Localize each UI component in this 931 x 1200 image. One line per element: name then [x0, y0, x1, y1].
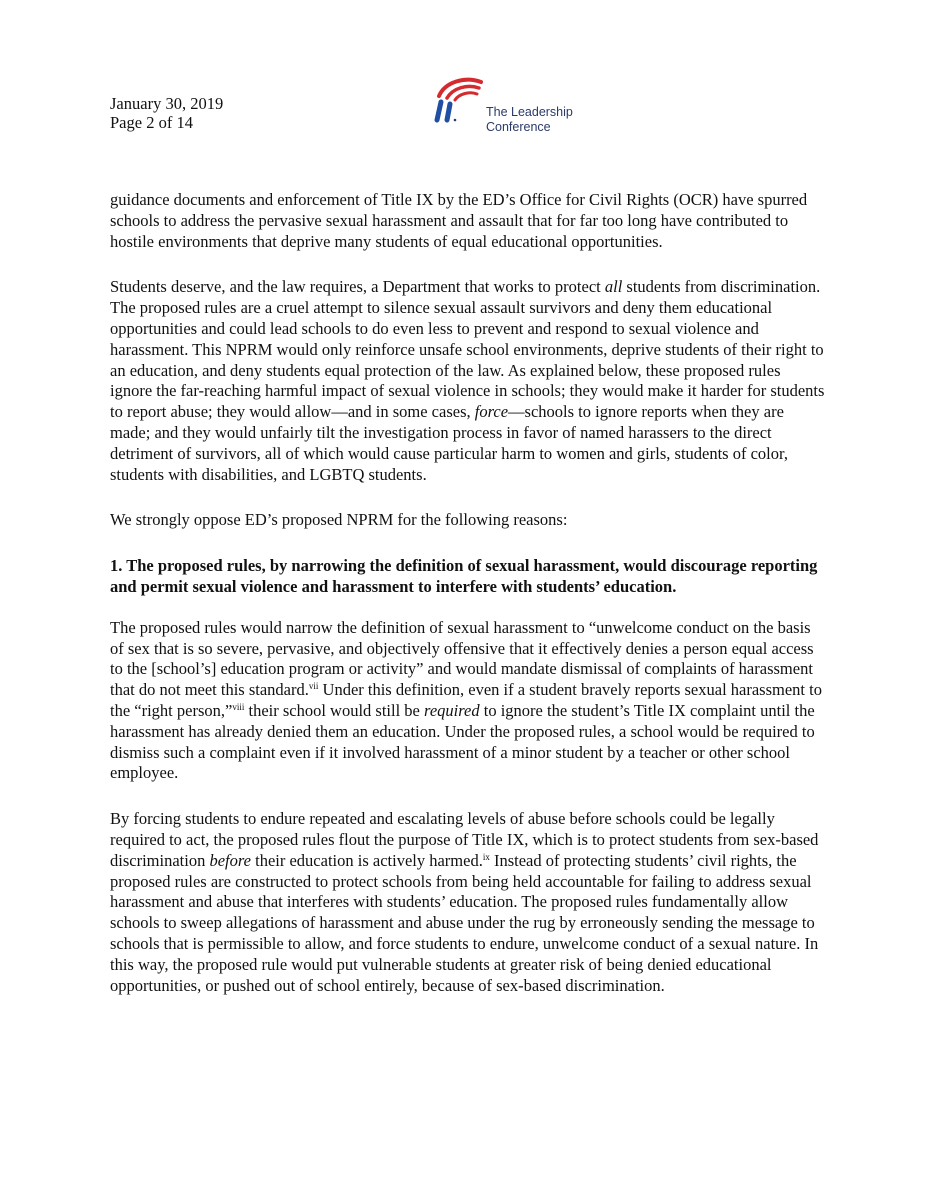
letter-date: January 30, 2019 — [110, 94, 224, 113]
paragraph-forcing-students: By forcing students to endure repeated and escalating levels of abuse before schools could be legally required to act, the proposed rules flout the purpose of Title IX, which is to protect students from sex-based discrimination before their education is actively harmed.$^{ix}$ Instead of protecting students’ civil rights, the proposed rules are constructed to protect schools from being held accountable for failing to address sexual harassment and abuse that interferes with students’ education. The proposed rules fundamentally allow schools to sweep allegations of harassment and abuse under the rug by erroneously sending the message to schools that is permissible to allow, and force students to endure, unwelcome conduct of a sexual nature. In this way, the proposed rule would put vulnerable students at greater risk of being denied educational opportunities, or pushed out of school entirely, because of sex-based discrimination. — [110, 809, 819, 995]
paragraph-oppose: We strongly oppose ED’s proposed NPRM for the following reasons: — [110, 510, 568, 530]
letter-body — [110, 190, 826, 1021]
paragraph-narrow-definition: The proposed rules would narrow the definition of sexual harassment to “unwelcome conduct on the basis of sex that is so severe, pervasive, and objectively offensive that it effectively denies a person equal access to the [school’s] education program or activity” and would mandate dismissal of complaints of harassment that do not meet this standard.$^{vii}$ Under this definition, even if a student bravely reports sexual harassment to the “right person,”$^{viii}$ their school would still be required to ignore the student’s Title IX complaint until the harassment has already denied them an education. Under the proposed rules, a school would be required to dismiss such a complaint even if it involved harassment of a minor student by a teacher or other school employee. — [110, 617, 822, 783]
paragraph-students-deserve: Students deserve, and the law requires, a Department that works to protect all students from discrimination. The proposed rules are a cruel attempt to silence sexual assault survivors and deny them educational opportunities and could lead schools to do even less to prevent and respond to sexual violence and harassment. This NPRM would only reinforce unsafe school environments, deprive students of their right to an education, and deny students equal protection of the law. As explained below, these proposed rules ignore the far-reaching harmful impact of sexual violence in schools; they would make it harder for students to report abuse; they would allow—and in some cases, force—schools to ignore reports when they are made; and they would unfairly tilt the investigation process in favor of named harassers to the direct detriment of survivors, all of which would cause particular harm to women and girls, students of color, students with disabilities, and LGBTQ students. — [110, 277, 825, 484]
page-number: Page 2 of 14 — [110, 113, 193, 132]
paragraph-intro: guidance documents and enforcement of Title IX by the ED’s Office for Civil Rights (OCR) have spurred schools to address the pervasive sexual harassment and assault that for far too long have contributed to hostile environments that deprive many students of equal educational opportunities. — [110, 190, 808, 251]
letter-header — [110, 94, 223, 132]
section-heading-1: 1. The proposed rules, by narrowing the definition of sexual harassment, would discourage reporting and permit sexual violence and harassment to interfere with students’ education. — [110, 556, 818, 596]
logo-mark-icon — [431, 74, 491, 124]
logo-wordmark: The Leadership Conference — [486, 105, 573, 134]
footnote-ref: viii — [232, 701, 245, 712]
footnote-ref: vii — [308, 681, 319, 692]
footnote-ref: ix — [482, 851, 490, 862]
leadership-conference-logo — [431, 74, 591, 138]
